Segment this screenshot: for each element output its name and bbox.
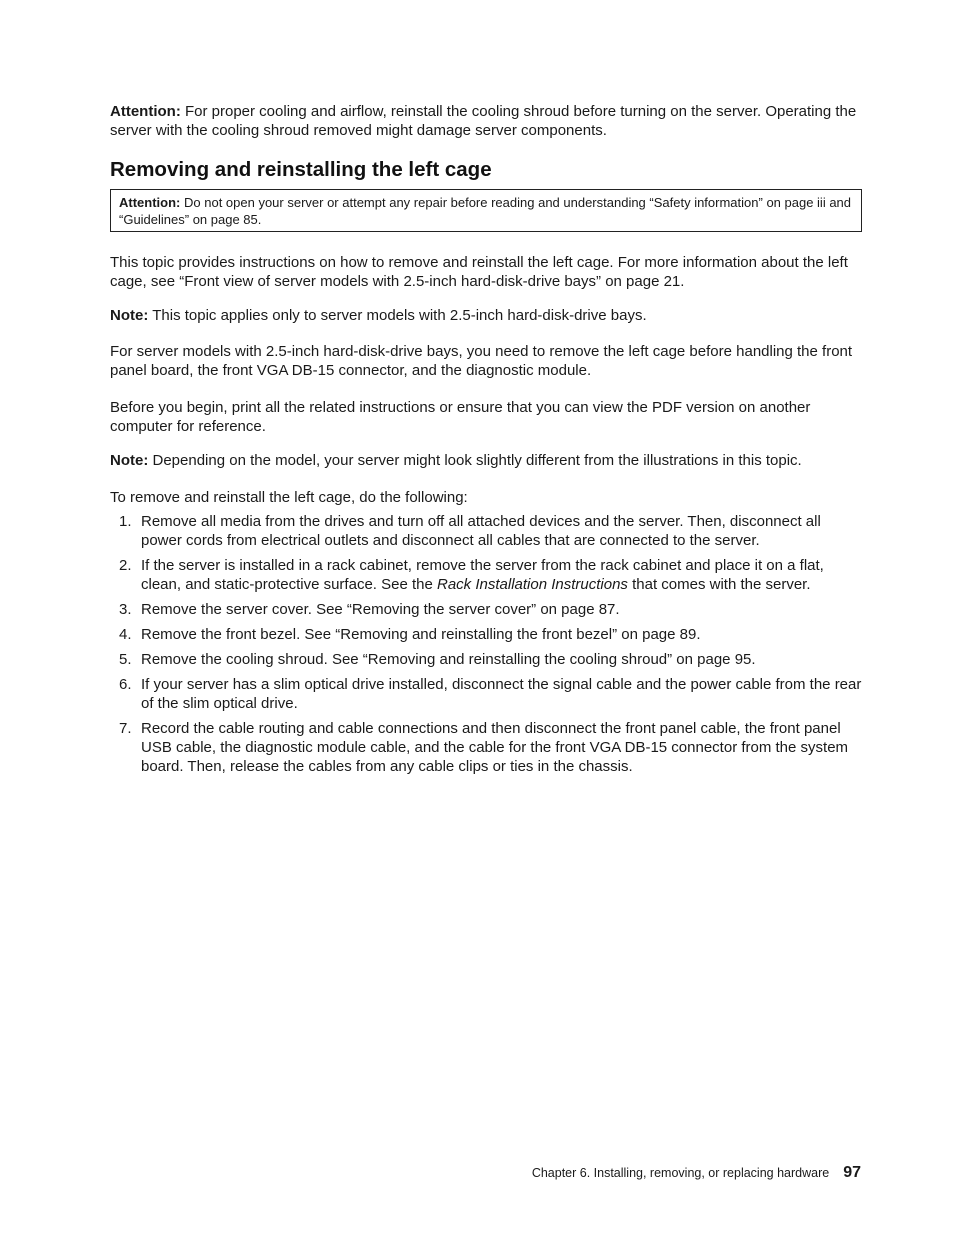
list-item [110, 556, 862, 594]
step-text: If your server has a slim optical drive installed, disconnect the signal cable and the power cable from the rear of the slim optical drive. [141, 676, 862, 712]
steps-lead: To remove and reinstall the left cage, do the following: [110, 489, 468, 506]
note-text-2: Depending on the model, your server might look slightly different from the illustrations in this topic. [152, 452, 802, 469]
page-footer [532, 1163, 861, 1183]
attention-top [110, 102, 862, 140]
list-item [110, 719, 862, 776]
step-number: 7. [119, 720, 132, 737]
models-paragraph: For server models with 2.5-inch hard-disk-drive bays, you need to remove the left cage before handling the front panel board, the front VGA DB-15 connector, and the diagnostic module. [110, 343, 853, 379]
before-paragraph: Before you begin, print all the related instructions or ensure that you can view the PDF version on another computer for reference. [110, 399, 811, 435]
step-number: 3. [119, 601, 132, 618]
step-text-italic: Rack Installation Instructions [437, 576, 628, 593]
list-item [110, 600, 862, 619]
footer-chapter: Chapter 6. Installing, removing, or replacing hardware [531, 1166, 830, 1180]
note-label-2: Note: [110, 452, 149, 469]
step-number: 2. [119, 557, 132, 574]
steps-list [110, 512, 862, 776]
list-item [110, 675, 862, 713]
step-text-after: that comes with the server. [627, 576, 811, 593]
step-number: 1. [119, 513, 132, 530]
note-label-1: Note: [110, 307, 149, 324]
step-text: If the server is installed in a rack cabinet, remove the server from the rack cabinet and place it on a flat, clean, and static-protective surface. See the [141, 557, 824, 593]
step-number: 6. [119, 676, 132, 693]
document-page [110, 102, 862, 782]
attention-box [110, 189, 862, 232]
attention-top-text: For proper cooling and airflow, reinstall the cooling shroud before turning on the server. Operating the server with the cooling shroud removed might damage server components. [110, 103, 857, 139]
attention-box-label: Attention: [119, 195, 181, 210]
step-number: 5. [119, 651, 132, 668]
list-item [110, 512, 862, 550]
attention-box-text: Do not open your server or attempt any repair before reading and understanding “Safety information” on page iii and “Guidelines” on page 85. [119, 195, 852, 227]
step-text: Remove all media from the drives and turn off all attached devices and the server. Then, disconnect all power cords from electrical outlets and disconnect all cables that are connected to the server. [141, 513, 821, 549]
step-number: 4. [119, 626, 132, 643]
note-paragraph-1 [110, 306, 862, 325]
page-number: 97 [843, 1164, 861, 1181]
step-text: Remove the cooling shroud. See “Removing and reinstalling the cooling shroud” on page 95. [141, 651, 756, 668]
step-text: Remove the server cover. See “Removing the server cover” on page 87. [141, 601, 620, 618]
step-text: Remove the front bezel. See “Removing and reinstalling the front bezel” on page 89. [141, 626, 701, 643]
list-item [110, 625, 862, 644]
list-item [110, 650, 862, 669]
note-text-1: This topic applies only to server models with 2.5-inch hard-disk-drive bays. [152, 307, 647, 324]
intro-paragraph: This topic provides instructions on how to remove and reinstall the left cage. For more information about the left cage, see “Front view of server models with 2.5-inch hard-disk-drive bays” on page 21. [110, 254, 848, 290]
note-paragraph-2 [110, 451, 862, 470]
attention-top-label: Attention: [110, 103, 181, 120]
step-text: Record the cable routing and cable connections and then disconnect the front panel cable, the front panel USB cable, the diagnostic module cable, and the cable for the front VGA DB-15 connector from the system board. Then, release the cables from any cable clips or ties in the chassis. [141, 720, 849, 775]
section-title: Removing and reinstalling the left cage [110, 158, 492, 181]
